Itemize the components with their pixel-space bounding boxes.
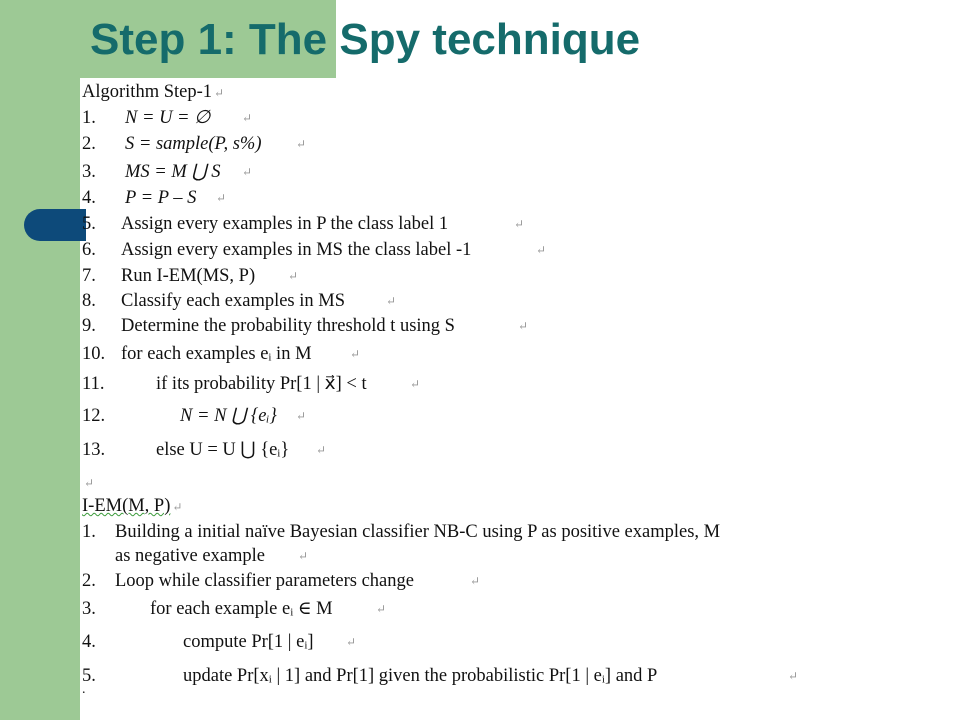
line-text: Assign every examples in MS the class label -1	[121, 240, 472, 260]
line-text: Determine the probability threshold t using S	[121, 316, 455, 336]
paragraph-mark: ↵	[172, 500, 183, 514]
left-green-band	[0, 0, 80, 720]
bullet-pill-decoration	[24, 209, 86, 241]
paragraph-mark: ↵	[386, 294, 397, 308]
line-number: 12.	[82, 406, 106, 426]
line-text: for each example eᵢ ∈ M	[150, 599, 333, 619]
line-text: P = P – S	[125, 188, 197, 208]
paragraph-mark: ↵	[788, 669, 799, 683]
paragraph-mark: ↵	[296, 137, 307, 151]
line-text: for each examples eᵢ in M	[121, 344, 312, 364]
paragraph-mark: ↵	[376, 602, 387, 616]
line-number: 2.	[82, 134, 96, 154]
line-number: 3.	[82, 162, 96, 182]
line-number: 1.	[82, 108, 96, 128]
line-number: 5.	[82, 214, 96, 234]
algorithm-document-image	[80, 78, 960, 720]
line-number: 9.	[82, 316, 96, 336]
line-text: N = N ⋃ {eᵢ}	[180, 406, 277, 426]
line-text: else U = U ⋃ {eᵢ}	[156, 440, 290, 460]
line-text: update Pr[xᵢ | 1] and Pr[1] given the probabilistic Pr[1 | eᵢ] and P	[183, 666, 658, 686]
slide-title: Step 1: The Spy technique	[90, 15, 641, 64]
iem-heading-line	[82, 494, 182, 519]
line-text: if its probability Pr[1 | x⃗] < t	[156, 374, 367, 394]
paragraph-mark: ↵	[346, 635, 357, 649]
line-number: 7.	[82, 266, 96, 286]
line-text: MS = M ⋃ S	[125, 162, 221, 182]
line-number: 13.	[82, 440, 106, 460]
line-text: N = U = ∅	[125, 108, 211, 128]
line-number: 11.	[82, 374, 105, 394]
paragraph-mark: ↵	[216, 191, 227, 205]
paragraph-mark: ↵	[84, 476, 95, 490]
iem-heading: I-EM(M, P)	[82, 496, 171, 516]
line-text: Assign every examples in P the class label 1	[121, 214, 449, 234]
line-text-continued: as negative example	[115, 546, 265, 566]
line-text: Loop while classifier parameters change	[115, 571, 414, 591]
paragraph-mark: ↵	[470, 574, 481, 588]
paragraph-mark: ↵	[242, 165, 253, 179]
line-number: 10.	[82, 344, 106, 364]
line-text: Run I-EM(MS, P)	[121, 266, 256, 286]
paragraph-mark: ↵	[350, 347, 361, 361]
line-number: 3.	[82, 599, 96, 619]
line-number: 6.	[82, 240, 96, 260]
paragraph-mark: ↵	[296, 409, 307, 423]
paragraph-mark: ↵	[518, 319, 529, 333]
line-text: S = sample(P, s%)	[125, 134, 262, 154]
line-number: 4.	[82, 188, 96, 208]
paragraph-mark: ↵	[288, 269, 299, 283]
paragraph-mark: ↵	[410, 377, 421, 391]
line-number: 1.	[82, 522, 96, 542]
blank-line	[82, 470, 94, 495]
paragraph-mark: ↵	[298, 549, 309, 563]
line-text: Building a initial naïve Bayesian classifier NB-C using P as positive examples, M	[115, 522, 721, 542]
paragraph-mark: ↵	[242, 111, 253, 125]
paragraph-mark: ↵	[536, 243, 547, 257]
paragraph-mark: ↵	[214, 86, 225, 100]
line-number: 4.	[82, 632, 96, 652]
algo-heading-line	[82, 80, 224, 105]
line-number: 2.	[82, 571, 96, 591]
line-text: Classify each examples in MS	[121, 291, 346, 311]
line-number: 5.	[82, 666, 96, 686]
algo-heading: Algorithm Step-1	[82, 82, 213, 102]
paragraph-mark: ↵	[316, 443, 327, 457]
line-text: compute Pr[1 | eᵢ]	[183, 632, 314, 652]
line-number: 8.	[82, 291, 96, 311]
trailing-dot: .	[82, 682, 86, 697]
paragraph-mark: ↵	[514, 217, 525, 231]
